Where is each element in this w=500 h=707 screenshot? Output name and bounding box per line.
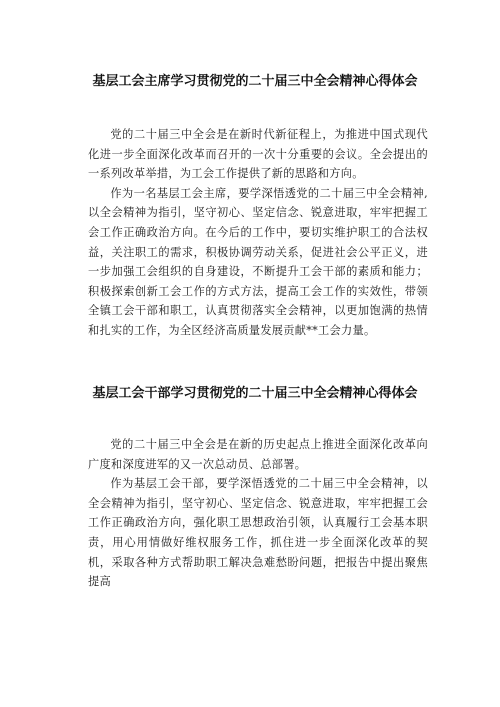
article-paragraph: 党的二十届三中全会是在新时代新征程上，为推进中国式现代化进一步全面深化改革而召开的一次十分重要的会议。全会提出的一系列改革举措，为工会工作提供了新的思路和方向。 (88, 128, 428, 181)
article-title: 基层工会干部学习贯彻党的二十届三中全会精神心得体会 (92, 386, 418, 401)
article-section-1 (88, 70, 428, 341)
article-paragraph: 党的二十届三中全会是在新的历史起点上推进全面深化改革向广度和深度进军的又一次总动员、总部署。 (88, 438, 428, 471)
article-section-2 (88, 382, 428, 592)
article-title: 基层工会主席学习贯彻党的二十届三中全会精神心得体会 (92, 74, 418, 89)
article-paragraph: 作为基层工会干部，要学深悟透党的二十届三中全会精神，以全会精神为指引，坚守初心、坚定信念、锐意进取，牢牢把握工会工作正确政治方向，强化职工思想政治引领，认真履行工会基本职责，用心用情做好维权服务工作，抓住进一步全面深化改革的契机，采取各种方式帮助职工解决急难愁盼问题，把报告中提出聚焦提高 (88, 477, 428, 589)
article-paragraph: 作为一名基层工会主席，要学深悟透党的二十届三中全会精神,以全会精神为指引，坚守初心、坚定信念、锐意进取，牢牢把握工会工作正确政治方向。在今后的工作中，要切实维护职工的合法权益，关注职工的需求，积极协调劳动关系，促进社会公平正义，进一步加强工会组织的自身建设，不断提升工会干部的素质和能力；积极探索创新工会工作的方式方法，提高工会工作的实效性，带领全镇工会干部和职工，认真贯彻落实全会精神，以更加饱满的热情和扎实的工作，为全区经济高质量发展贡献**工会力量。 (88, 186, 428, 337)
